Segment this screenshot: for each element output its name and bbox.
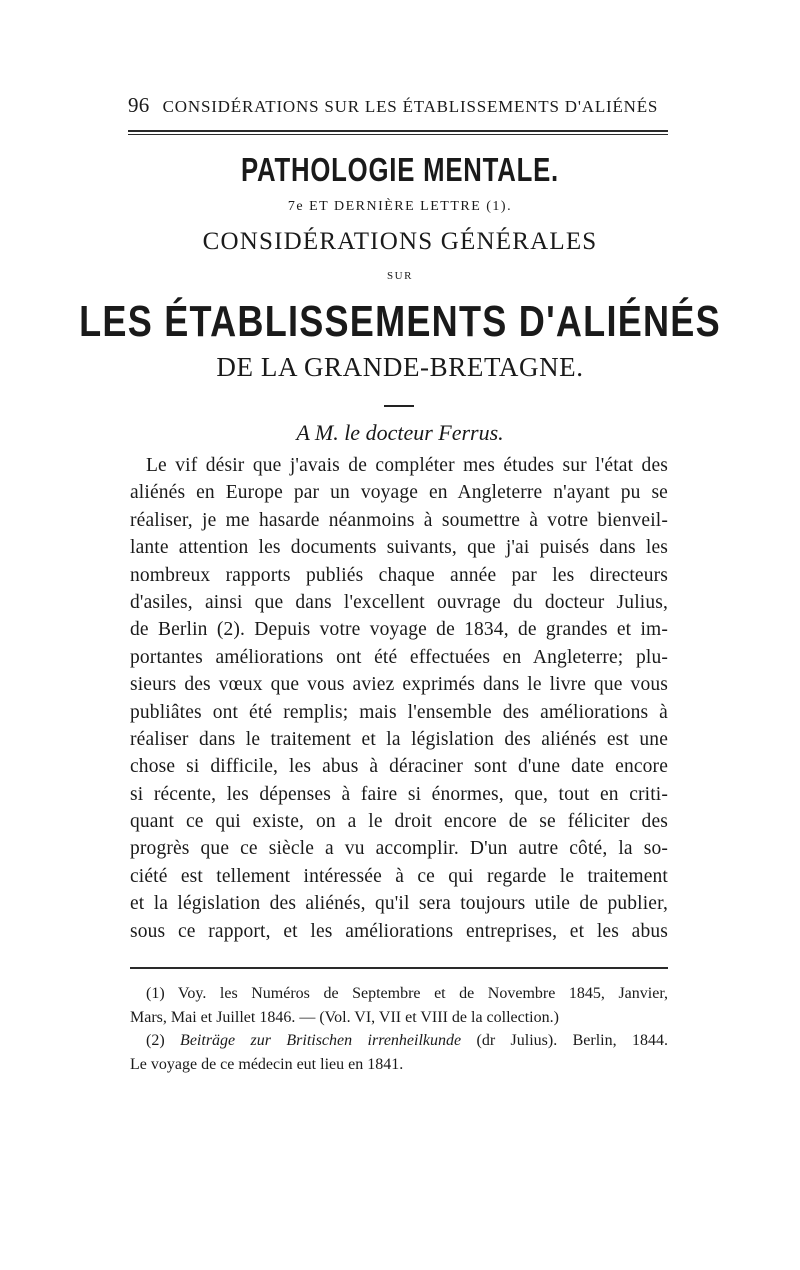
page-number: 96 [128,93,150,117]
body-line: si récente, les dépenses à faire si énormes, que, tout en criti- [130,783,668,805]
main-title: LES ÉTABLISSEMENTS D'ALIÉNÉS [79,297,721,346]
footnote-2-line-2: Le voyage de ce médecin eut lieu en 1841. [130,1055,404,1073]
footnote-1-line-2: Mars, Mai et Juillet 1846. — (Vol. VI, VII et VIII de la collection.) [130,1008,559,1026]
title-connector: SUR [387,270,413,282]
body-line: lante attention les documents suivants, que j'ai puisés dans les [130,537,668,559]
body-line: chose si difficile, les abus à déraciner sont d'une date encore [130,756,668,778]
body-line: et la législation des aliénés, qu'il sera toujours utile de publier, [130,893,668,915]
body-line: ciété est tellement intéressée à ce qui regarde le traitement [130,865,668,887]
footnote-1-line-1: (1) Voy. les Numéros de Septembre et de Novembre 1845, Janvier, [146,985,668,1002]
dedication: A M. le docteur Ferrus. [296,420,504,445]
header-rule [128,130,668,135]
section-title: PATHOLOGIE MENTALE. [241,151,559,188]
footnote-2-line-1 [130,1029,668,1053]
body-line: nombreux rapports publiés chaque année par les directeurs [130,564,668,586]
footnote-2-title: Beiträge zur Britischen irrenheilkunde [180,1032,462,1049]
region-title: DE LA GRANDE-BRETAGNE. [216,352,584,382]
footnote-2-source: (dr Julius). Berlin, 1844. [476,1032,668,1049]
body-paragraph [130,452,668,945]
running-head-title: CONSIDÉRATIONS SUR LES ÉTABLISSEMENTS D'ALIÉNÉS [162,97,659,116]
footnote-2-mark: (2) [146,1032,165,1049]
body-line: d'asiles, ainsi que dans l'excellent ouvrage du docteur Julius, [130,591,668,613]
body-line: Le vif désir que j'avais de compléter mes études sur l'état des [146,455,668,476]
footnotes [130,982,668,1076]
letter-number: 7e ET DERNIÈRE LETTRE (1). [287,199,513,214]
body-line: de Berlin (2). Depuis votre voyage de 1834, de grandes et im- [130,619,668,641]
body-line: publiâtes ont été remplis; mais l'ensemble des améliorations à [130,701,668,723]
footnote-rule [130,967,668,969]
body-line: réaliser, je me hasarde néanmoins à soumettre à votre bienveil- [130,509,668,531]
body-line: progrès que ce siècle a vu accomplir. D'un autre côté, la so- [130,838,668,860]
body-line: réaliser dans le traitement et la législation des aliénés est une [130,728,668,750]
title-divider [384,405,414,407]
body-line: quant ce qui existe, on a le droit encore de se féliciter des [130,811,668,833]
body-line: aliénés en Europe par un voyage en Angleterre n'ayant pu se [130,482,668,504]
running-head [128,93,668,118]
body-line: sieurs des vœux que vous aviez exprimés dans le livre que vous [130,674,668,696]
body-line: sous ce rapport, et les améliorations entreprises, et les abus [130,920,668,942]
body-line: portantes améliorations ont été effectuées en Angleterre; plu- [130,646,668,668]
subtitle: CONSIDÉRATIONS GÉNÉRALES [202,228,598,255]
